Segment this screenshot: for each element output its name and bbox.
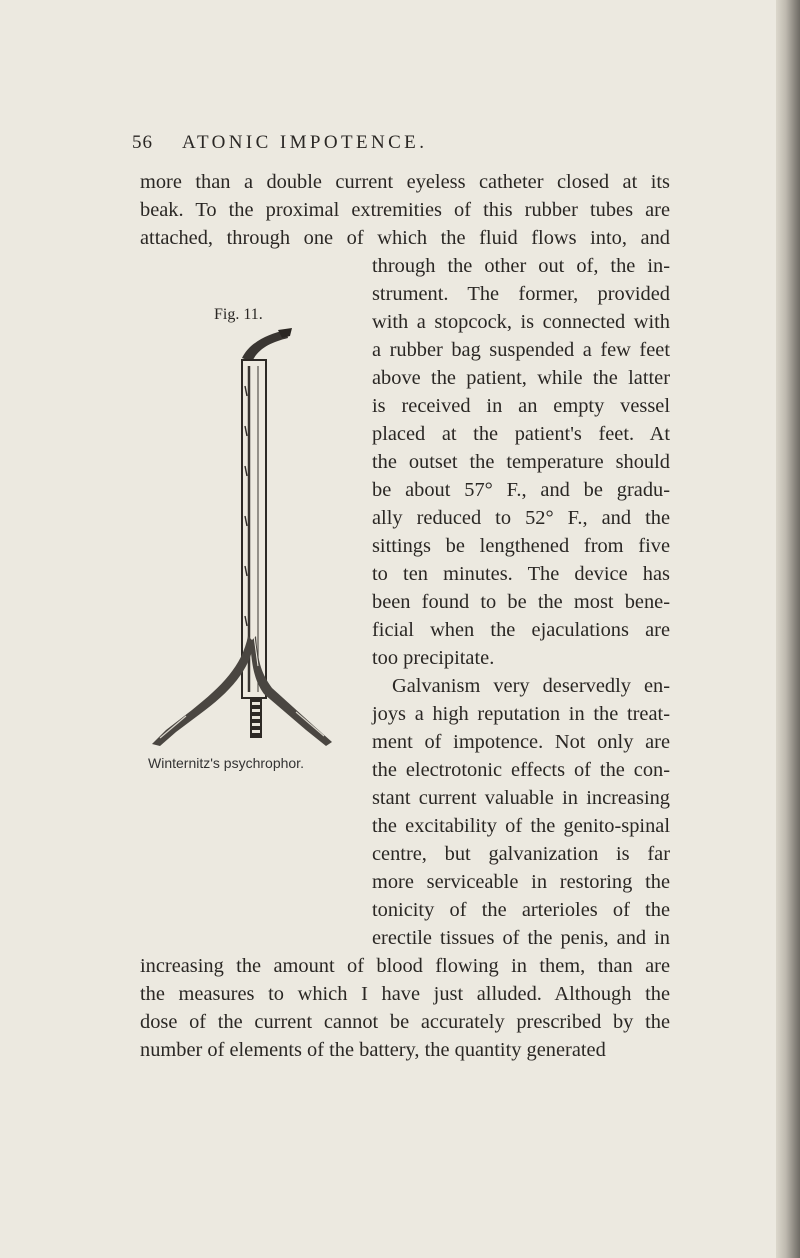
body-line: above the patient, while the latter <box>372 367 670 389</box>
body-line: ment of impotence. Not only are <box>372 731 670 753</box>
body-line: increasing the amount of blood flowing in them, than are <box>140 955 670 977</box>
body-line: stant current valuable in increasing <box>372 787 670 809</box>
body-line: strument. The former, provided <box>372 283 670 305</box>
body-line: been found to be the most bene- <box>372 591 670 613</box>
body-line: the excitability of the genito-spinal <box>372 815 670 837</box>
running-title: ATONIC IMPOTENCE. <box>182 132 428 153</box>
body-line: tonicity of the arterioles of the <box>372 899 670 921</box>
body-line: number of elements of the battery, the quantity generated <box>140 1039 606 1061</box>
body-line: centre, but galvanization is far <box>372 843 670 865</box>
body-line: beak. To the proximal extremities of this rubber tubes are <box>140 199 670 221</box>
body-line: Galvanism very deservedly en- <box>392 675 670 697</box>
page-edge-shadow <box>776 0 800 1258</box>
figure-caption: Winternitz's psychrophor. <box>148 755 304 771</box>
body-line: a rubber bag suspended a few feet <box>372 339 670 361</box>
page-number: 56 <box>132 132 153 153</box>
body-line: with a stopcock, is connected with <box>372 311 670 333</box>
body-line: ficial when the ejaculations are <box>372 619 670 641</box>
body-line: the measures to which I have just alluded. Although the <box>140 983 670 1005</box>
body-line: through the other out of, the in- <box>372 255 670 277</box>
body-line: erectile tissues of the penis, and in <box>372 927 670 949</box>
body-line: the electrotonic effects of the con- <box>372 759 670 781</box>
body-line: is received in an empty vessel <box>372 395 670 417</box>
body-line: too precipitate. <box>372 647 495 669</box>
running-head <box>132 132 652 158</box>
body-line: joys a high reputation in the treat- <box>372 703 670 725</box>
body-line: be about 57° F., and be gradu- <box>372 479 670 501</box>
body-line: attached, through one of which the fluid flows into, and <box>140 227 670 249</box>
body-line: ally reduced to 52° F., and the <box>372 507 670 529</box>
body-line: dose of the current cannot be accurately prescribed by the <box>140 1011 670 1033</box>
body-line: more serviceable in restoring the <box>372 871 670 893</box>
body-line: placed at the patient's feet. At <box>372 423 670 445</box>
psychrophor-branch-tubes <box>146 626 356 746</box>
body-line: to ten minutes. The device has <box>372 563 670 585</box>
body-line: the outset the temperature should <box>372 451 670 473</box>
body-line: sittings be lengthened from five <box>372 535 670 557</box>
body-line: more than a double current eyeless catheter closed at its <box>140 171 670 193</box>
figure-label: Fig. 11. <box>214 306 263 323</box>
